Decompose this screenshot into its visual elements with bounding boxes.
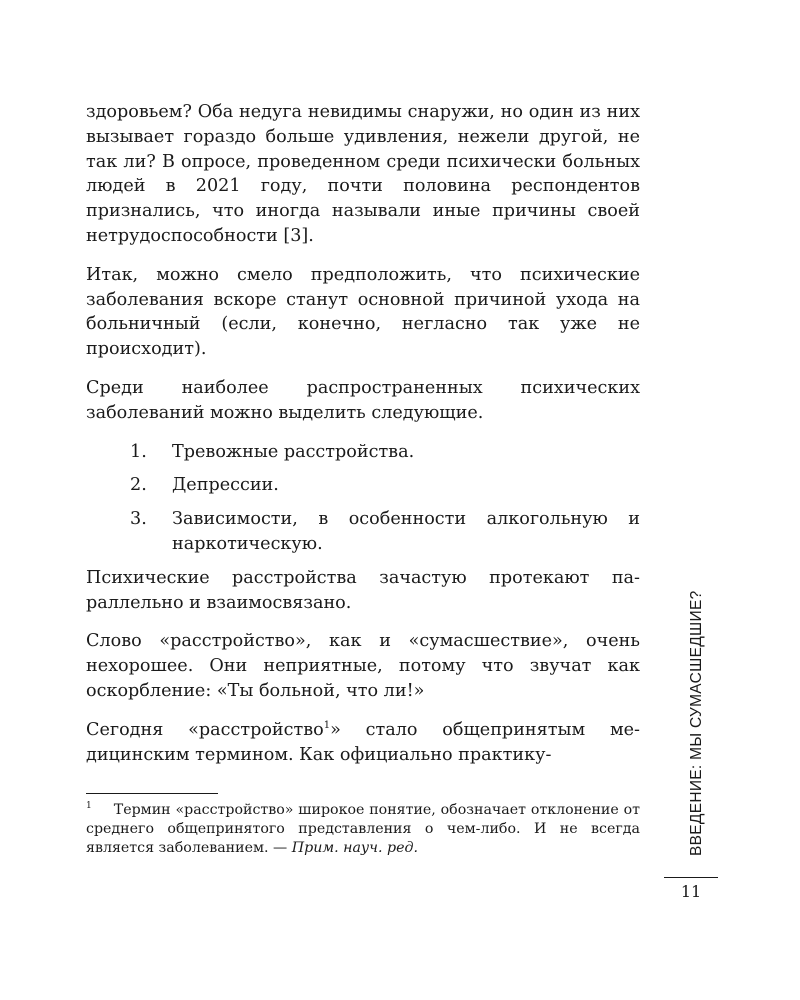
paragraph-text: » стало общепринятым медицинским термином. Как официально практику- xyxy=(86,719,640,765)
footnote-mark: 1 xyxy=(86,801,92,812)
list-item xyxy=(86,440,640,465)
page-number-divider xyxy=(664,877,718,878)
footnote-divider xyxy=(86,793,218,794)
list-item-text: Зависимости, в особенности алкогольную и наркотическую. xyxy=(172,509,640,554)
running-head: ВВЕДЕНИЕ: МЫ СУМАСШЕДШИЕ? xyxy=(688,590,705,856)
paragraph: здоровьем? Оба недуга невидимы снаружи, но один из них вызывает гораздо больше удивления, нежели другой, не так ли? В опросе, проведенном среди психически больных людей в 2021 году, почти половина респондентов признались, что иногда называли иные причины своей нетрудоспособности [3]. xyxy=(86,102,640,246)
list-item-text: Тревожные расстройства. xyxy=(172,441,415,462)
footnote-attribution: Прим. науч. ред. xyxy=(291,840,418,856)
paragraph: Слово «расстройство», как и «сумасшествие», очень нехорошее. Они неприятные, потому что звучат как оскорбление: «Ты больной, что ли!» xyxy=(86,631,640,701)
paragraph: Итак, можно смело предположить, что психические заболевания вскоре станут основной причиной ухода на больничный (если, конечно, негласно так уже не происходит). xyxy=(86,264,640,360)
paragraph-text: Сегодня «расстройство xyxy=(86,719,324,740)
paragraph: Психические расстройства зачастую протекают параллельно и взаимосвязано. xyxy=(86,567,640,613)
list-item xyxy=(86,473,640,498)
footnote xyxy=(86,801,640,858)
paragraph xyxy=(86,718,640,768)
footnote-text: Термин «расстройство» широкое понятие, обозначает отклонение от среднего общепринятого представления о чем-либо. И не всегда является заболеванием. — xyxy=(86,802,640,856)
list-number: 2. xyxy=(130,475,147,496)
footnote-reference[interactable]: 1 xyxy=(323,719,331,731)
list-number: 1. xyxy=(130,441,147,462)
numbered-list xyxy=(86,440,640,557)
list-item xyxy=(86,507,640,557)
list-item-text: Депрессии. xyxy=(172,475,279,496)
body-text xyxy=(86,100,640,781)
paragraph: Среди наиболее распространенных психических заболеваний можно выделить следующие. xyxy=(86,377,640,423)
page-number: 11 xyxy=(680,882,702,901)
list-number: 3. xyxy=(130,509,147,530)
